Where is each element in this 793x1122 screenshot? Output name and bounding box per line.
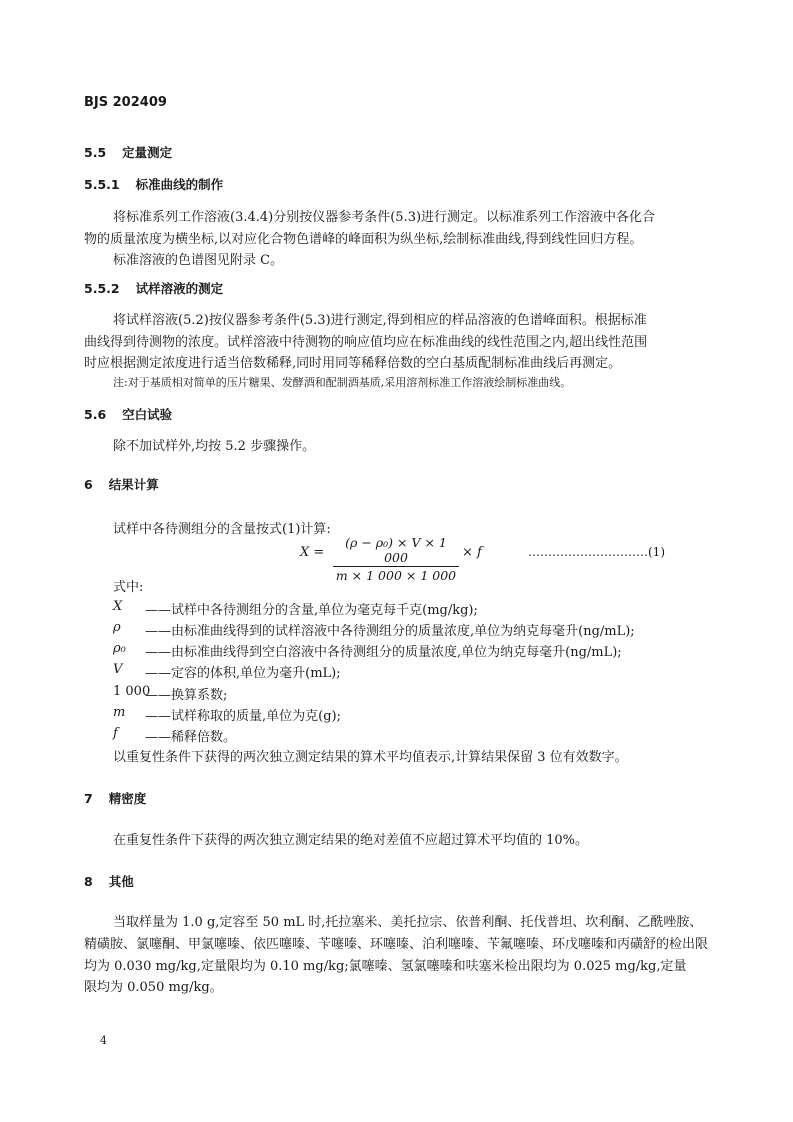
section-title: 精密度 xyxy=(108,791,147,806)
paragraph-line: 均为 0.030 mg/kg,定量限均为 0.10 mg/kg;氯噻嗪、氢氯噻嗪和呋塞米检出限均为 0.025 mg/kg,定量 xyxy=(84,959,687,974)
where-label: 式中: xyxy=(113,580,144,595)
formula-intro: 试样中各待测组分的含量按式(1)计算: xyxy=(113,522,331,537)
paragraph-line: 时应根据测定浓度进行适当倍数稀释,同时用同等稀释倍数的空白基质配制标准曲线后再测定。 xyxy=(84,356,622,371)
formula-tail: × f xyxy=(462,545,482,560)
def-symbol: 1 000 xyxy=(113,684,151,699)
section-6-heading xyxy=(84,475,159,493)
section-number: 5.6 xyxy=(84,407,107,422)
note: 注:对于基质相对简单的压片糖果、发酵酒和配制酒基质,采用溶剂标准工作溶液绘制标准曲线。 xyxy=(113,376,572,389)
def-text: ——换算系数; xyxy=(145,688,228,703)
section-title: 定量测定 xyxy=(122,145,173,160)
result-statement: 以重复性条件下获得的两次独立测定结果的算术平均值表示,计算结果保留 3 位有效数字。 xyxy=(113,750,628,765)
def-text: ——由标准曲线得到空白溶液中各待测组分的质量浓度,单位为纳克每毫升(ng/mL); xyxy=(145,645,622,660)
doc-code: BJS 202409 xyxy=(84,95,167,110)
section-5-6-heading xyxy=(84,405,172,423)
equation-number: …………………………(1) xyxy=(528,545,665,559)
page-number: 4 xyxy=(100,1034,107,1047)
def-text: ——试样中各待测组分的含量,单位为毫克每千克(mg/kg); xyxy=(145,603,478,618)
section-title: 空白试验 xyxy=(122,407,173,422)
section-5-5-2-heading xyxy=(84,279,223,297)
section-number: 5.5.2 xyxy=(84,281,120,296)
paragraph-line: 曲线得到待测物的浓度。试样溶液中待测物的响应值均应在标准曲线的线性范围之内,超出线性范围 xyxy=(84,335,648,350)
paragraph-line: 标准溶液的色谱图见附录 C。 xyxy=(113,253,284,268)
def-symbol: X xyxy=(113,599,123,614)
section-title: 标准曲线的制作 xyxy=(135,177,224,192)
fraction-bar xyxy=(333,566,459,567)
formula-lhs: X = xyxy=(300,545,325,560)
def-symbol: f xyxy=(113,726,118,741)
paragraph-line: 精磺胺、氯噻酮、甲氯噻嗪、依匹噻嗪、苄噻嗪、环噻嗪、泊利噻嗪、苄氟噻嗪、环戊噻嗪和丙磺舒的检出限 xyxy=(84,937,709,952)
section-number: 8 xyxy=(84,874,93,889)
paragraph-line: 物的质量浓度为横坐标,以对应化合物色谱峰的峰面积为纵坐标,绘制标准曲线,得到线性回归方程。 xyxy=(84,232,643,247)
paragraph-line: 当取样量为 1.0 g,定容至 50 mL 时,托拉塞米、美托拉宗、依普利酮、托伐普坦、坎利酮、乙酰唑胺、 xyxy=(113,915,703,930)
paragraph-line: 在重复性条件下获得的两次独立测定结果的绝对差值不应超过算术平均值的 10%。 xyxy=(113,833,589,848)
section-5-5-1-heading xyxy=(84,175,223,193)
paragraph-line: 除不加试样外,均按 5.2 步骤操作。 xyxy=(113,439,316,454)
def-text: ——由标准曲线得到的试样溶液中各待测组分的质量浓度,单位为纳克每毫升(ng/mL); xyxy=(145,624,635,639)
paragraph-line: 限均为 0.050 mg/kg。 xyxy=(84,980,223,995)
def-symbol: m xyxy=(113,705,126,720)
paragraph-line: 将标准系列工作溶液(3.4.4)分别按仪器参考条件(5.3)进行测定。以标准系列工作溶液中各化合 xyxy=(113,210,656,225)
formula-fraction xyxy=(333,535,459,583)
def-symbol: ρ₀ xyxy=(113,641,126,656)
section-number: 7 xyxy=(84,791,93,806)
def-symbol: V xyxy=(113,662,123,677)
section-title: 其他 xyxy=(108,874,134,889)
def-text: ——试样称取的质量,单位为克(g); xyxy=(145,709,341,724)
paragraph-line: 将试样溶液(5.2)按仪器参考条件(5.3)进行测定,得到相应的样品溶液的色谱峰面积。根据标准 xyxy=(113,313,647,328)
section-5-5-heading xyxy=(84,143,172,161)
section-number: 6 xyxy=(84,477,93,492)
def-text: ——稀释倍数。 xyxy=(145,730,237,745)
section-8-heading xyxy=(84,872,134,890)
def-symbol: ρ xyxy=(113,620,121,635)
section-title: 结果计算 xyxy=(108,477,159,492)
section-7-heading xyxy=(84,789,146,807)
def-text: ——定容的体积,单位为毫升(mL); xyxy=(145,666,341,681)
section-title: 试样溶液的测定 xyxy=(135,281,224,296)
formula-numerator: (ρ − ρ₀) × V × 1 000 xyxy=(345,535,447,565)
section-number: 5.5.1 xyxy=(84,177,120,192)
section-number: 5.5 xyxy=(84,145,107,160)
formula-denominator: m × 1 000 × 1 000 xyxy=(335,568,457,583)
